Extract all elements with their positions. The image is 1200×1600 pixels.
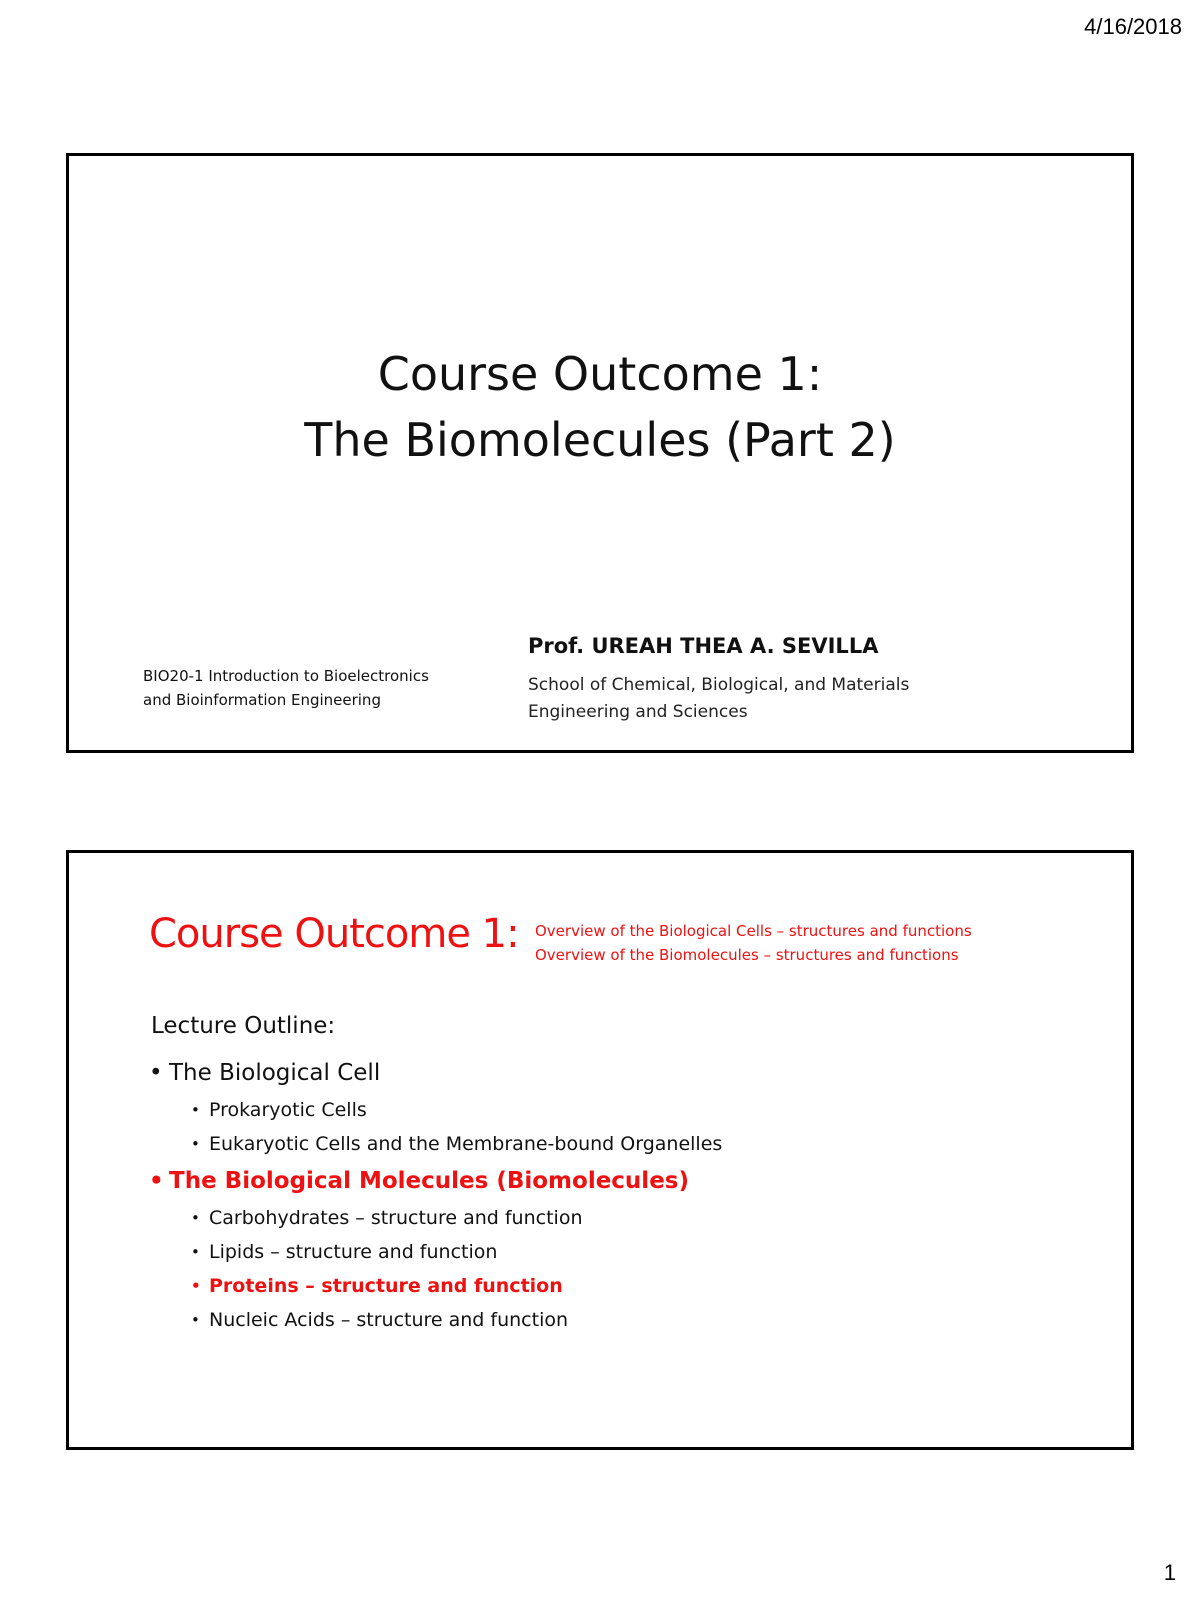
slide-title-line1: Course Outcome 1: [377, 347, 823, 401]
outline-slide [66, 850, 1134, 1450]
subtitle-biomolecules: Overview of the Biomolecules – structures and functions [535, 946, 959, 964]
outline-item-proteins: • Proteins – structure and function [149, 1269, 722, 1303]
course-name-line1: BIO20-1 Introduction to Bioelectronics [143, 667, 429, 685]
course-name [143, 664, 429, 712]
lecture-outline-list [149, 1053, 722, 1337]
slide-title [69, 341, 1131, 473]
page-date: 4/16/2018 [1084, 14, 1182, 39]
outline-item-nucleic-acids: • Nucleic Acids – structure and function [149, 1303, 722, 1337]
outline-item-biological-cell: • The Biological Cell [149, 1053, 722, 1093]
subtitle-cells: Overview of the Biological Cells – structures and functions [535, 922, 972, 940]
professor-name: Prof. UREAH THEA A. SEVILLA [528, 634, 879, 658]
school-name [528, 672, 909, 726]
outline-item-eukaryotic: • Eukaryotic Cells and the Membrane-bound Organelles [149, 1127, 722, 1161]
outline-slide-subtitles [535, 919, 972, 967]
outline-item-biomolecules: • The Biological Molecules (Biomolecules) [149, 1161, 722, 1201]
slide-title-line2: The Biomolecules (Part 2) [304, 413, 896, 467]
outline-item-lipids: • Lipids – structure and function [149, 1235, 722, 1269]
title-slide [66, 153, 1134, 753]
outline-item-carbohydrates: • Carbohydrates – structure and function [149, 1201, 722, 1235]
page-number: 1 [1163, 1560, 1176, 1585]
lecture-outline-label: Lecture Outline: [151, 1013, 336, 1039]
school-name-line1: School of Chemical, Biological, and Materials [528, 675, 910, 695]
school-name-line2: Engineering and Sciences [528, 702, 748, 722]
outline-slide-heading: Course Outcome 1: [149, 911, 519, 957]
outline-item-prokaryotic: • Prokaryotic Cells [149, 1093, 722, 1127]
course-name-line2: and Bioinformation Engineering [143, 691, 381, 709]
